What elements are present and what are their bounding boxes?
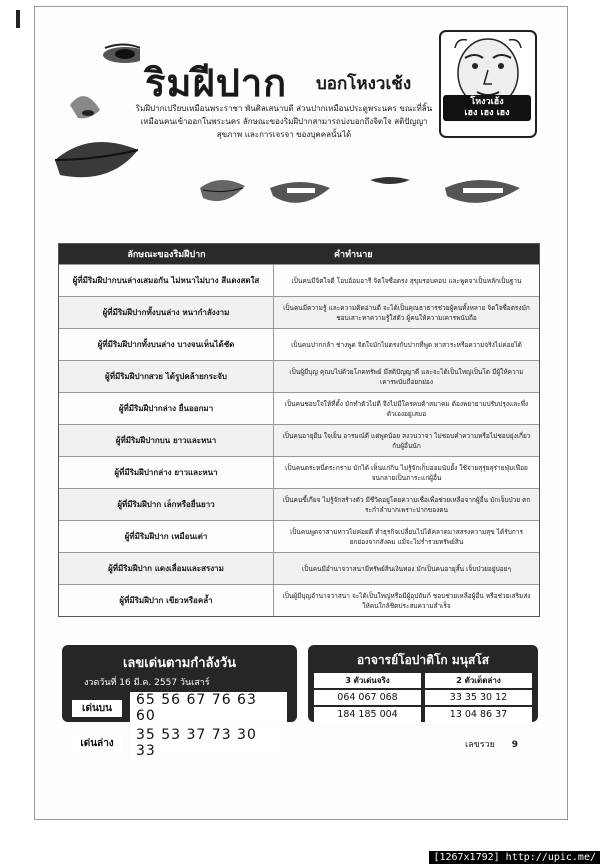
table-row bbox=[59, 296, 539, 328]
page-subtitle: บอกโหงวเช้ง bbox=[316, 74, 412, 94]
table-row bbox=[59, 520, 539, 552]
two-digit-value: 13 04 86 37 bbox=[425, 707, 532, 722]
trait-cell: ผู้ที่มีริมฝีปากสวย ได้รูปคล้ายกระจับ bbox=[59, 361, 274, 392]
prediction-cell: เป็นคนมีอำนาจวาสนามีทรัพย์สินเงินทอง มักเป็นคนอายุสั้น เจ็บป่วยอยู่บ่อยๆ bbox=[302, 564, 511, 573]
face-illustration bbox=[50, 10, 140, 185]
master-numbers-box bbox=[308, 645, 538, 722]
corner-mark bbox=[16, 10, 20, 28]
lucky-title: เลขเด่นตามกำลังวัน bbox=[122, 656, 237, 671]
chinese-face-logo bbox=[437, 28, 539, 140]
lips-image-1 bbox=[200, 180, 245, 201]
table-row bbox=[59, 488, 539, 520]
prediction-cell: เป็นคนปากกล้า ช่างพูด จิตใจมักไม่ตรงกับปากที่พูด หาสาระหรือความจริงไม่ค่อยได้ bbox=[291, 340, 522, 349]
master-title: อาจารย์โอปาติโก มนุสโส bbox=[356, 653, 490, 667]
trait-cell: ผู้ที่มีริมฝีปาก เล็กหรือยื่นยาว bbox=[59, 489, 274, 520]
trait-cell: ผู้ที่มีริมฝีปากล่าง ยื่นออกมา bbox=[59, 393, 274, 424]
trait-cell: ผู้ที่มีริมฝีปาก เหมือนเต่า bbox=[59, 521, 274, 552]
watermark: [1267x1792] http://upic.me/ bbox=[429, 851, 600, 864]
prediction-cell: เป็นคนพูดจาสามหาวไม่ค่อยดี ทำธุรกิจเปลี่ยนไปได้คลาดมาสสรงความสุข ได้รับการยกย่องจากสังคม แม้จะไม่ร่ำรวยทรัพย์สิน bbox=[290, 527, 523, 546]
table-row bbox=[59, 392, 539, 424]
prediction-cell: เป็นคนมีจิตใจดี โอบอ้อมอารี จิตใจซื่อตรง สุขุมรอบคอบ และพูดจาเป็นหลักเป็นฐาน bbox=[291, 276, 522, 285]
page-footer bbox=[465, 737, 518, 751]
lips-image-4 bbox=[445, 180, 520, 203]
top-numbers: 65 56 67 76 63 60 bbox=[130, 692, 287, 724]
lucky-date: งวดวันที่ 16 มี.ค. 2557 วันเสาร์ bbox=[84, 678, 210, 688]
two-digit-value: 33 35 30 12 bbox=[425, 690, 532, 705]
prediction-cell: เป็นคนตระหนี่ตระกราม มักได้ เห็นแก่กิน ไม่รู้จักเก็บออมนับยั้ง ใช้จ่ายสุรุ่ยสุร่ายฟุ่มเฟือย จนกลายเป็นภาระแก่ผู้อื่น bbox=[285, 463, 528, 482]
prediction-cell: เป็นผู้มีบุญอำนาจวาสนา จะได้เป็นใหญ่หรือมีผู้อุปถัมภ์ ชอบช่วยเหลือผู้อื่น หรือช่วยเสริมส่งให้คนใกล้ชิดประสบความสำเร็จ bbox=[282, 591, 531, 610]
intro-text: ริมฝีปากเปรียบเหมือนพระราชา พันศิลเสนาบดี ส่วนปากเหมือนประตูพระนคร ขณะที่ลิ้นเหมือนคนเข้าออกในพระนคร ลักษณะของริมฝีปากสามารถบ่งบอกถึงจิตใจ สติปัญญา สุขภาพ และการเจรจา ของบุคคลนั้นได้ bbox=[135, 104, 433, 139]
header-trait: ลักษณะของริมฝีปาก bbox=[127, 250, 206, 260]
two-digit-header: 2 ตัวเด็ดล่าง bbox=[425, 673, 532, 688]
trait-cell: ผู้ที่มีริมฝีปาก แดงเลื่อมและสรงาม bbox=[59, 553, 274, 584]
two-digit-column bbox=[425, 673, 532, 724]
three-digit-value: 064 067 068 bbox=[314, 690, 421, 705]
prediction-cell: เป็นคนขี้เกียจ ไม่รู้จักสร้างตัว มีชีวิตอยู่โดยความเชื่อเพื่อช่วยเหลือจากผู้อื่น มักเจ็บป่วย ตกระกำลำบากเพราะปากของตน bbox=[282, 495, 531, 514]
lips-image-2 bbox=[270, 182, 330, 203]
three-digit-header: 3 ตัวเด่นจริง bbox=[314, 673, 421, 688]
magazine-name: เลขรวย bbox=[465, 740, 495, 750]
table-row bbox=[59, 584, 539, 616]
lips-image-3 bbox=[370, 177, 410, 184]
three-digit-value: 184 185 004 bbox=[314, 707, 421, 722]
trait-cell: ผู้ที่มีริมฝีปากล่าง ยาวและหนา bbox=[59, 457, 274, 488]
table-row bbox=[59, 264, 539, 296]
trait-cell: ผู้ที่มีริมฝีปากทั้งบนล่าง หนากำลังงาม bbox=[59, 297, 274, 328]
header-prediction: คำทำนาย bbox=[334, 250, 373, 260]
trait-cell: ผู้ที่มีริมฝีปาก เขียวหรือคล้ำ bbox=[59, 585, 274, 616]
page-number: 9 bbox=[511, 740, 519, 750]
bottom-numbers-row bbox=[72, 727, 287, 759]
bottom-label: เด่นล่าง bbox=[72, 735, 122, 752]
lips-illustrations bbox=[195, 158, 525, 228]
table-row bbox=[59, 552, 539, 584]
table-row bbox=[59, 424, 539, 456]
lip-traits-table bbox=[58, 243, 540, 617]
table-row bbox=[59, 360, 539, 392]
three-digit-column bbox=[314, 673, 421, 724]
page-title: ริมฝีปาก bbox=[145, 60, 288, 105]
trait-cell: ผู้ที่มีริมฝีปากบน ยาวและหนา bbox=[59, 425, 274, 456]
table-row bbox=[59, 328, 539, 360]
prediction-cell: เป็นคนชอบใจให้ที่ตั้ง มักทำตัวไม่ดี จึงไม่มีใครคบค้าสมาคม ต้องพยายามปรับปรุงและพึ่งตัวเองอยู่เสมอ bbox=[284, 399, 529, 418]
table-body bbox=[59, 264, 539, 616]
trait-cell: ผู้ที่มีริมฝีปากบนล่างเสมอกัน ไม่หนาไม่บาง สีแดงสดใส bbox=[59, 265, 274, 296]
lucky-numbers-box bbox=[62, 645, 297, 759]
bottom-numbers: 35 53 37 73 30 33 bbox=[130, 727, 287, 759]
top-label: เด่นบน bbox=[72, 700, 122, 717]
logo-label: โหงวเฮ้ง เฮง เฮง เฮง bbox=[443, 95, 531, 121]
table-row bbox=[59, 456, 539, 488]
table-header bbox=[59, 244, 539, 264]
trait-cell: ผู้ที่มีริมฝีปากทั้งบนล่าง บางจนเห็นได้ชัด bbox=[59, 329, 274, 360]
top-numbers-row bbox=[72, 692, 287, 724]
prediction-cell: เป็นผู้มีบุญ คุณบไปด้วยโภคทรัพย์ มีสติปัญญาดี และจะได้เป็นใหญ่เป็นโต มีผู้ให้ความเคารพนับถือยกย่อง bbox=[289, 367, 524, 386]
prediction-cell: เป็นคนมีความรู้ และความคิดอ่านดี จะได้เป็นคุณธาธารช่วยผู้คนทั้งหลาย จิตใจซื่อตรงมักชอบเสาะหาความรู้ใส่ตัว ผู้คนให้ความเคารพนับถือ bbox=[283, 303, 530, 322]
prediction-cell: เป็นคนอายุยืน ใจเย็น อารมณ์ดี แต่พูดน้อย สงวนวาจา ไม่ชอบคำความหรือไม่ชอบยุ่งเกี่ยวกับผู้อื่นนัก bbox=[282, 431, 531, 450]
master-columns bbox=[314, 673, 532, 724]
